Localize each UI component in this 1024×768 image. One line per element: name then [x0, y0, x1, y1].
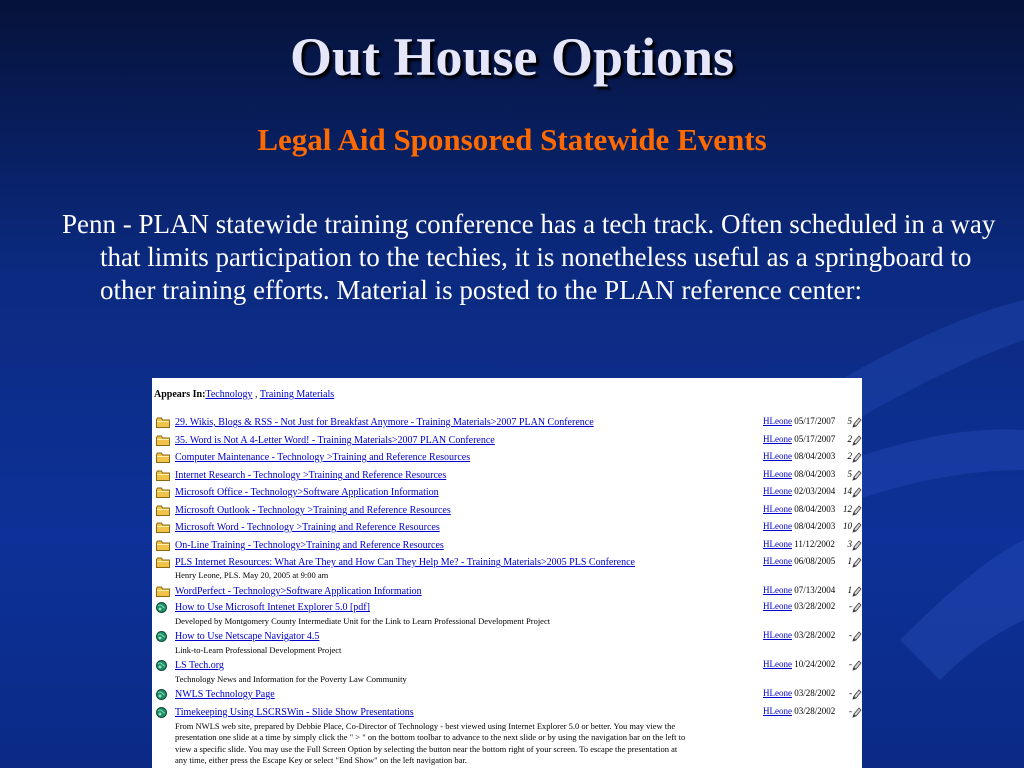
resource-link[interactable]: Timekeeping Using LSCRSWin - Slide Show Presentations — [175, 707, 414, 718]
resource-date: 02/03/2004 — [792, 486, 836, 496]
resource-date: 03/28/2002 — [792, 706, 836, 716]
appears-link-technology[interactable]: Technology — [205, 389, 253, 400]
slide-subtitle: Legal Aid Sponsored Statewide Events — [257, 122, 767, 157]
resource-description: presentation one slide at a time by simply click the " > " on the bottom toolbar to advance to the next slide or by using the navigation bar on the left to — [175, 732, 686, 743]
resource-row — [152, 469, 862, 483]
folder-icon — [156, 522, 170, 536]
edit-pencil-icon[interactable] — [852, 631, 862, 645]
resource-count: 2 — [847, 434, 852, 444]
resource-count: 10 — [843, 521, 852, 531]
resource-date: 08/04/2003 — [792, 451, 836, 461]
folder-icon — [156, 452, 170, 466]
resource-row — [152, 601, 862, 615]
resource-date: 03/28/2002 — [792, 630, 836, 640]
resource-meta — [763, 556, 852, 566]
appears-in — [154, 389, 334, 400]
resource-link[interactable]: How to Use Microsoft Intenet Explorer 5.0 [pdf] — [175, 602, 370, 613]
resource-meta — [763, 521, 852, 531]
resource-date: 08/04/2003 — [792, 521, 836, 531]
resource-link[interactable]: Microsoft Word - Technology >Training and Reference Resources — [175, 522, 440, 533]
resource-link[interactable]: LS Tech.org — [175, 660, 224, 671]
resource-meta — [763, 469, 852, 479]
author-link[interactable]: HLeone — [763, 434, 792, 444]
folder-icon — [156, 487, 170, 501]
resource-link[interactable]: On-Line Training - Technology>Training and Reference Resources — [175, 540, 444, 551]
resource-row — [152, 706, 862, 720]
slide-body-text: Penn - PLAN statewide training conference has a tech track. Often scheduled in a way that limits participation to the techies, it is nonetheless useful as a springboard to other training efforts. Material is posted to the PLAN reference center: — [62, 209, 996, 305]
resource-description: Technology News and Information for the Poverty Law Community — [175, 674, 407, 684]
edit-pencil-icon[interactable] — [852, 540, 862, 554]
folder-icon — [156, 540, 170, 554]
folder-icon — [156, 586, 170, 600]
resource-date: 08/04/2003 — [792, 504, 836, 514]
globe-icon — [156, 631, 167, 645]
resource-count: 1 — [847, 585, 852, 595]
resource-meta — [763, 688, 852, 698]
resource-link[interactable]: Internet Research - Technology >Training and Reference Resources — [175, 470, 447, 481]
resource-description: Henry Leone, PLS. May 20, 2005 at 9:00 am — [175, 570, 329, 580]
globe-icon — [156, 602, 167, 616]
folder-icon — [156, 435, 170, 449]
resource-meta — [763, 416, 852, 426]
resource-date: 05/17/2007 — [792, 434, 836, 444]
globe-icon — [156, 689, 167, 703]
resource-meta — [763, 539, 852, 549]
folder-icon — [156, 417, 170, 431]
resource-description: view a specific slide. You may use the Full Screen Option by selecting the button near the bottom right of your screen. To escape the presentation at — [175, 743, 678, 754]
resource-count: 5 — [847, 469, 852, 479]
folder-icon — [156, 557, 170, 571]
resource-row — [152, 434, 862, 448]
resource-description: From NWLS web site, prepared by Debbie Place, Co-Director of Technology - best viewed using Internet Explorer 5.0 or better. You may view the — [175, 721, 676, 731]
embedded-screenshot — [152, 378, 862, 768]
appears-in-label: Appears In: — [154, 389, 206, 400]
resource-row — [152, 585, 862, 599]
slide-title: Out House Options — [289, 27, 735, 87]
globe-icon — [156, 707, 167, 721]
resource-count: - — [849, 659, 852, 669]
resource-date: 07/13/2004 — [792, 585, 836, 595]
resource-row — [152, 504, 862, 518]
appears-separator: , — [252, 389, 260, 400]
resource-count: - — [849, 706, 852, 716]
resource-row — [152, 451, 862, 465]
resource-row — [152, 688, 862, 702]
resource-link[interactable]: How to Use Netscape Navigator 4.5 — [175, 631, 320, 642]
author-link[interactable]: HLeone — [763, 630, 792, 640]
edit-pencil-icon[interactable] — [852, 586, 862, 600]
author-link[interactable]: HLeone — [763, 451, 792, 461]
resource-date: 08/04/2003 — [792, 469, 836, 479]
resource-meta — [763, 601, 852, 611]
resource-count: 5 — [847, 416, 852, 426]
resource-meta — [763, 504, 852, 514]
resource-description: Link-to-Learn Professional Development Project — [175, 645, 342, 655]
edit-pencil-icon[interactable] — [852, 417, 862, 431]
resource-row — [152, 521, 862, 535]
resource-description: Developed by Montgomery County Intermediate Unit for the Link to Learn Professional Development Project — [175, 616, 551, 626]
resource-link[interactable]: NWLS Technology Page — [175, 689, 275, 700]
resource-row — [152, 416, 862, 430]
resource-date: 11/12/2002 — [792, 539, 835, 549]
author-link[interactable]: HLeone — [763, 416, 792, 426]
author-link[interactable]: HLeone — [763, 556, 792, 566]
resource-description: any time, either press the Escape Key or select "End Show" on the left navigation bar. — [175, 754, 467, 765]
globe-icon — [156, 660, 167, 674]
resource-row — [152, 659, 862, 673]
resource-meta — [763, 585, 852, 595]
author-link[interactable]: HLeone — [763, 585, 792, 595]
resource-date: 03/28/2002 — [792, 601, 836, 611]
edit-pencil-icon[interactable] — [852, 602, 862, 616]
folder-icon — [156, 505, 170, 519]
resource-count: 2 — [847, 451, 852, 461]
resource-row — [152, 630, 862, 644]
resource-meta — [763, 451, 852, 461]
edit-pencil-icon[interactable] — [852, 435, 862, 449]
resource-count: - — [849, 630, 852, 640]
edit-pencil-icon[interactable] — [852, 689, 862, 703]
edit-pencil-icon[interactable] — [852, 707, 862, 721]
resource-count: 1 — [847, 556, 852, 566]
edit-pencil-icon[interactable] — [852, 522, 862, 536]
resource-date: 03/28/2002 — [792, 688, 836, 698]
author-link[interactable]: HLeone — [763, 601, 792, 611]
edit-pencil-icon[interactable] — [852, 470, 862, 484]
resource-meta — [763, 706, 852, 716]
resource-meta — [763, 659, 852, 669]
resource-count: - — [849, 601, 852, 611]
author-link[interactable]: HLeone — [763, 521, 792, 531]
edit-pencil-icon[interactable] — [852, 452, 862, 466]
edit-pencil-icon[interactable] — [852, 505, 862, 519]
author-link[interactable]: HLeone — [763, 688, 792, 698]
appears-link-training[interactable]: Training Materials — [259, 389, 335, 400]
resource-count: 12 — [843, 504, 852, 514]
resource-row — [152, 556, 862, 570]
author-link[interactable]: HLeone — [763, 486, 792, 496]
resource-link[interactable]: 35. Word is Not A 4-Letter Word! - Training Materials>2007 PLAN Conference — [175, 435, 495, 446]
author-link[interactable]: HLeone — [763, 539, 792, 549]
edit-pencil-icon[interactable] — [852, 487, 862, 501]
resource-count: 3 — [847, 539, 852, 549]
resource-date: 06/08/2005 — [792, 556, 836, 566]
resource-link[interactable]: Computer Maintenance - Technology >Training and Reference Resources — [175, 452, 471, 463]
author-link[interactable]: HLeone — [763, 469, 792, 479]
resource-row — [152, 486, 862, 500]
resource-count: - — [849, 688, 852, 698]
resource-count: 14 — [843, 486, 852, 496]
folder-icon — [156, 470, 170, 484]
edit-pencil-icon[interactable] — [852, 660, 862, 674]
edit-pencil-icon[interactable] — [852, 557, 862, 571]
resource-meta — [763, 486, 852, 496]
resource-date: 05/17/2007 — [792, 416, 836, 426]
author-link[interactable]: HLeone — [763, 659, 792, 669]
resource-link[interactable]: 29. Wikis, Blogs & RSS - Not Just for Breakfast Anymore - Training Materials>2007 PLAN Conference — [175, 417, 594, 428]
resource-link[interactable]: PLS Internet Resources: What Are They and How Can They Help Me? - Training Materials>2005 PLS Conference — [175, 557, 635, 568]
author-link[interactable]: HLeone — [763, 504, 792, 514]
resource-meta — [763, 434, 852, 444]
author-link[interactable]: HLeone — [763, 706, 792, 716]
resource-meta — [763, 630, 852, 640]
resource-link[interactable]: WordPerfect - Technology>Software Application Information — [175, 586, 422, 597]
resource-link[interactable]: Microsoft Office - Technology>Software Application Information — [175, 487, 439, 498]
resource-link[interactable]: Microsoft Outlook - Technology >Training and Reference Resources — [175, 505, 451, 516]
resource-date: 10/24/2002 — [792, 659, 836, 669]
resource-row — [152, 539, 862, 553]
